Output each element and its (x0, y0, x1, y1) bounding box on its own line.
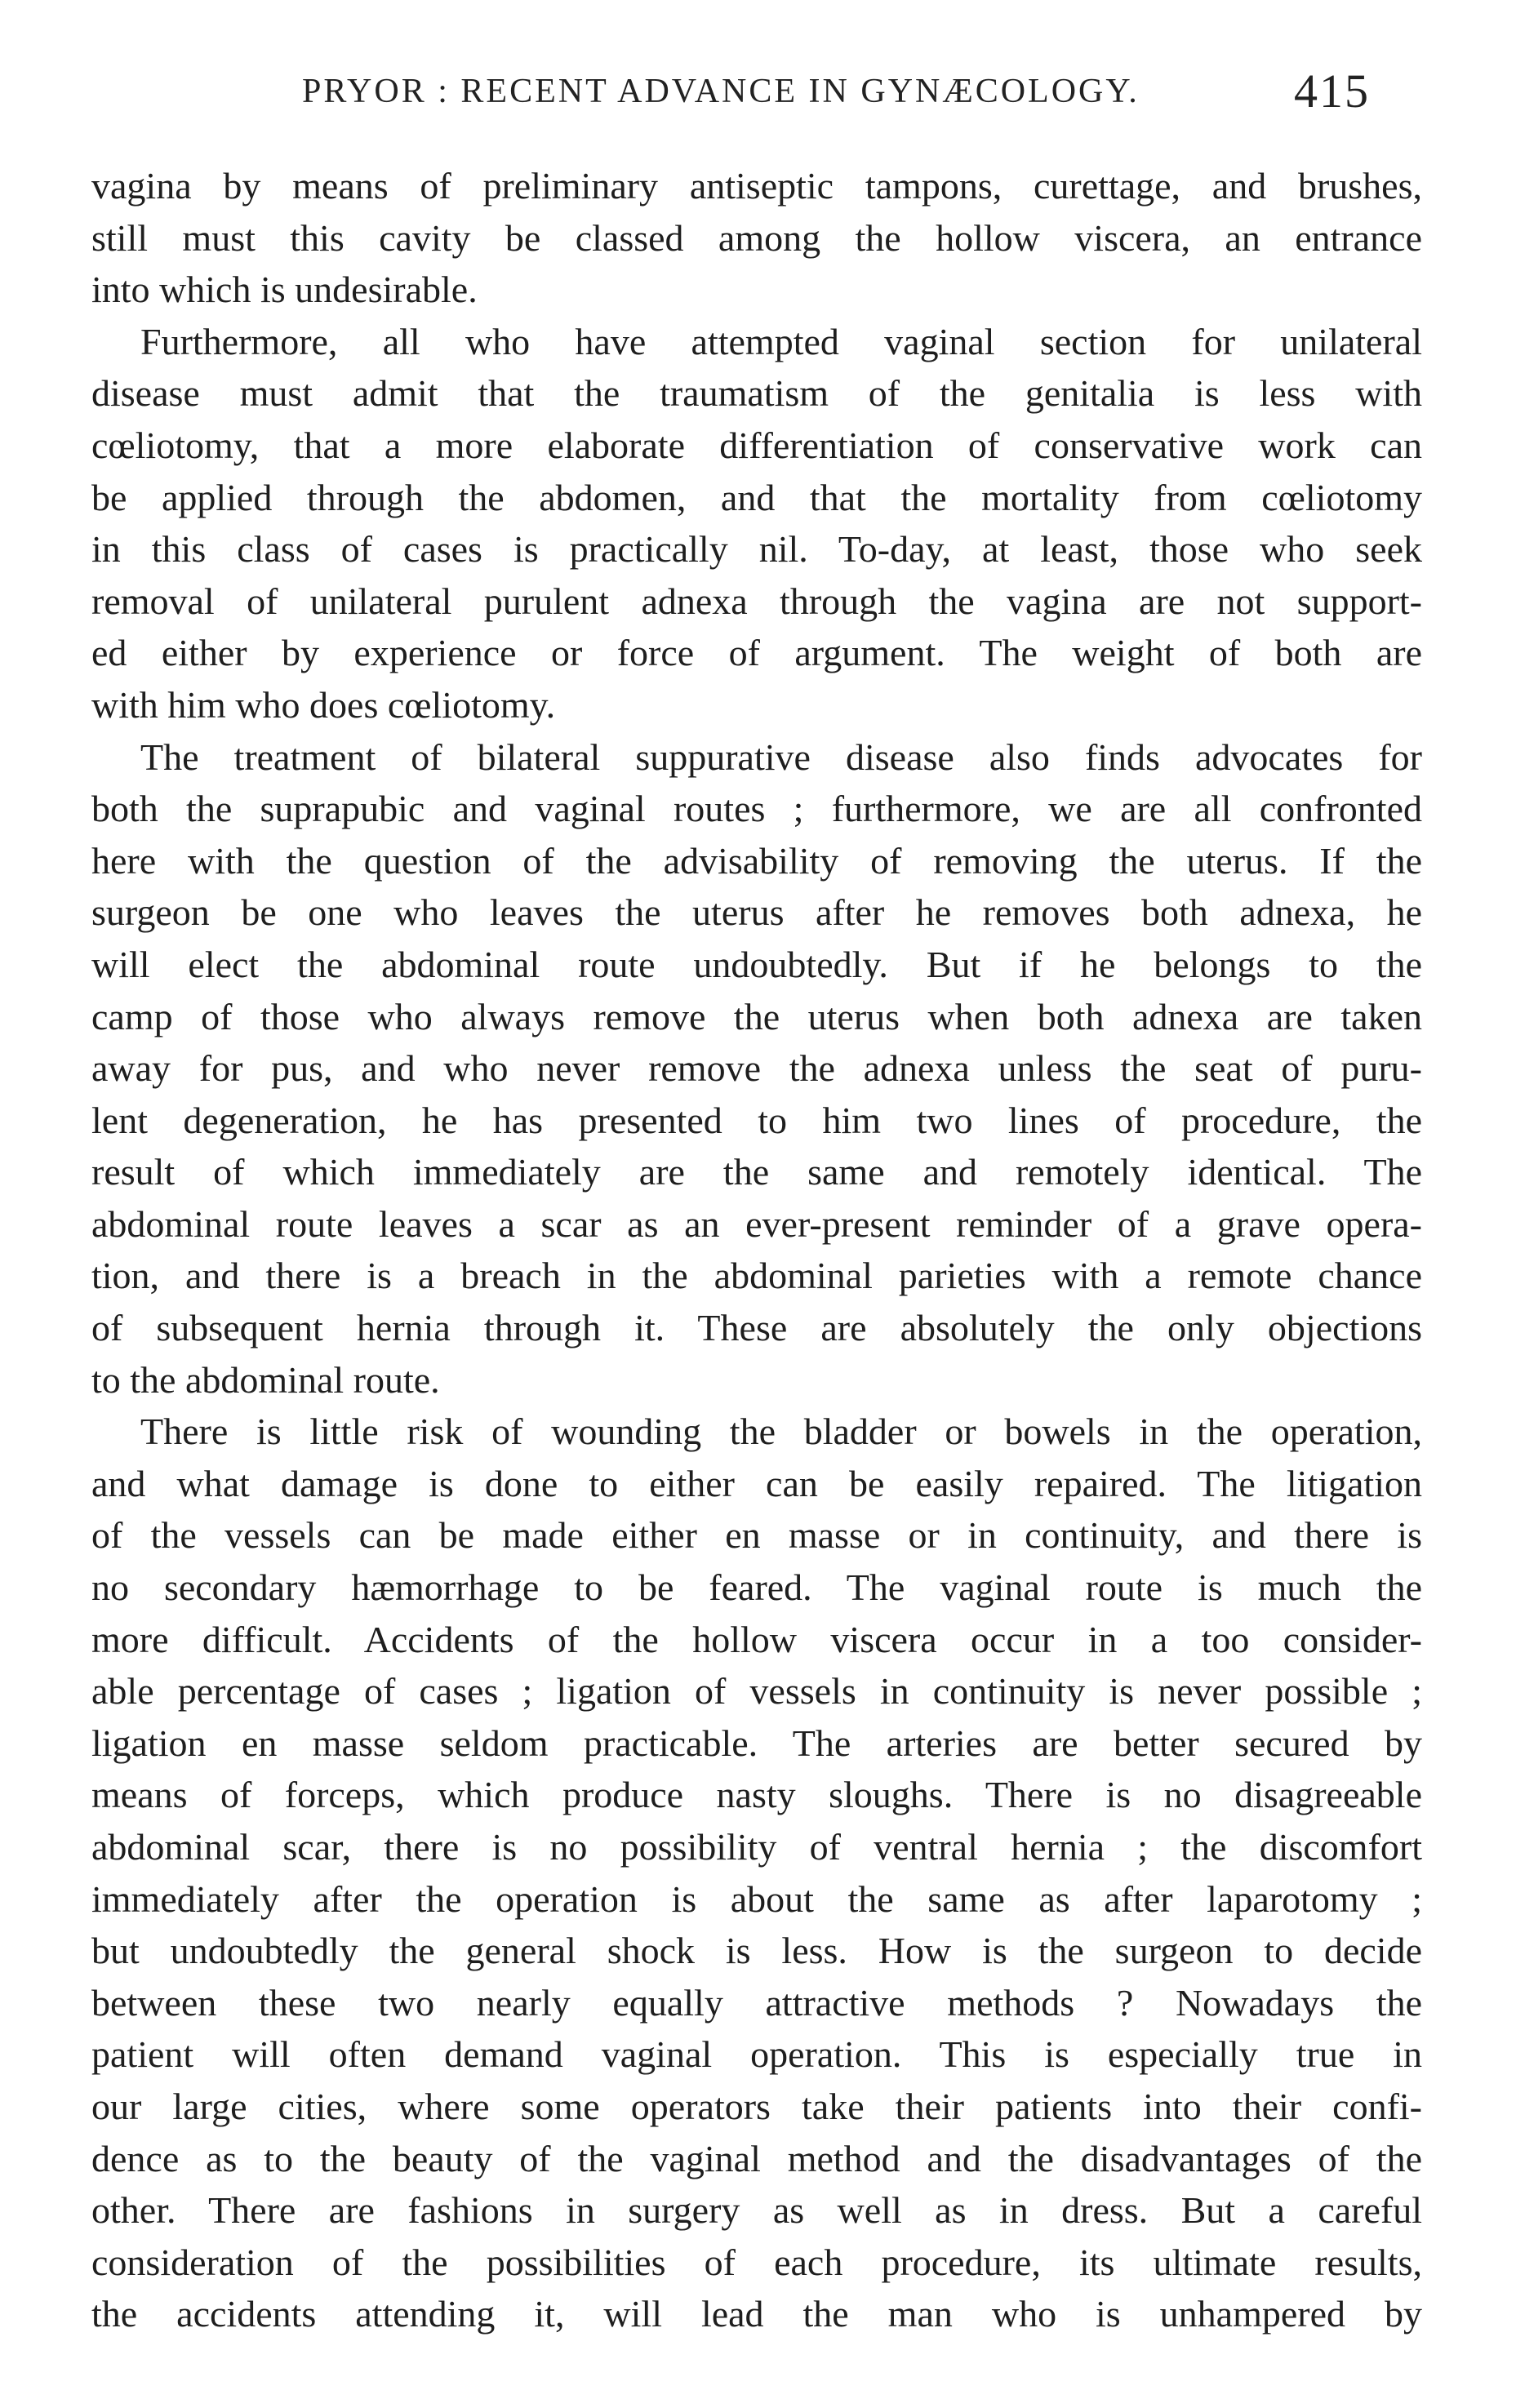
text-line: away for pus, and who never remove the adnexa unless the seat of puru- (91, 1047, 1422, 1090)
text-line: of subsequent hernia through it. These are absolutely the only objections (91, 1307, 1422, 1349)
text-line: camp of those who always remove the uterus when both adnexa are taken (91, 995, 1422, 1037)
text-line: abdominal scar, there is no possibility of ventral hernia ; the discomfort (91, 1826, 1422, 1868)
text-line: and what damage is done to either can be easily repaired. The litigation (91, 1462, 1422, 1504)
paragraph-start-line: There is little risk of wounding the bladder or bowels in the operation, (140, 1411, 1422, 1453)
body-text (91, 160, 1422, 2340)
text-line: our large cities, where some operators take their patients into their confi- (91, 2085, 1422, 2127)
text-line: disease must admit that the traumatism of the genitalia is less with (91, 372, 1422, 415)
text-line: more difficult. Accidents of the hollow viscera occur in a too consider- (91, 1618, 1422, 1660)
paragraph-start-line: The treatment of bilateral suppurative disease also finds advocates for (140, 735, 1422, 778)
text-line: removal of unilateral purulent adnexa through the vagina are not support- (91, 580, 1422, 622)
text-line: cœliotomy, that a more elaborate differentiation of conservative work can (91, 424, 1422, 466)
text-line: patient will often demand vaginal operation. This is especially true in (91, 2033, 1422, 2076)
text-line: to the abdominal route. (91, 1358, 440, 1401)
text-line: vagina by means of preliminary antiseptic tampons, curettage, and brushes, (91, 165, 1422, 207)
text-line: between these two nearly equally attractive methods ? Nowadays the (91, 1981, 1422, 2024)
text-line: but undoubtedly the general shock is less. How is the surgeon to decide (91, 1930, 1422, 1972)
text-line: ed either by experience or force of argument. The weight of both are (91, 632, 1422, 674)
text-line: ligation en masse seldom practicable. The arteries are better secured by (91, 1722, 1422, 1764)
text-line: abdominal route leaves a scar as an ever-present reminder of a grave opera- (91, 1202, 1422, 1245)
text-line: with him who does cœliotomy. (91, 683, 556, 726)
text-line: other. There are fashions in surgery as well as in dress. But a careful (91, 2189, 1422, 2232)
text-line: lent degeneration, he has presented to him two lines of procedure, the (91, 1099, 1422, 1141)
text-line: dence as to the beauty of the vaginal method and the disadvantages of the (91, 2137, 1422, 2179)
text-line: into which is undesirable. (91, 269, 478, 311)
text-line: of the vessels can be made either en masse or in continuity, and there is (91, 1514, 1422, 1557)
text-line: no secondary hæmorrhage to be feared. The vaginal route is much the (91, 1566, 1422, 1609)
text-line: both the suprapubic and vaginal routes ; furthermore, we are all confronted (91, 788, 1422, 830)
text-line: in this class of cases is practically nil. To-day, at least, those who seek (91, 528, 1422, 571)
text-line: surgeon be one who leaves the uterus after he removes both adnexa, he (91, 891, 1422, 934)
running-header-title: PRYOR : RECENT ADVANCE IN GYNÆCOLOGY. (302, 73, 1140, 110)
text-line: tion, and there is a breach in the abdominal parieties with a remote chance (91, 1255, 1422, 1297)
text-line: immediately after the operation is about the same as after laparotomy ; (91, 1877, 1422, 1920)
text-line: means of forceps, which produce nasty sloughs. There is no disagreeable (91, 1774, 1422, 1816)
text-line: the accidents attending it, will lead the man who is unhampered by (91, 2293, 1422, 2335)
text-line: will elect the abdominal route undoubtedly. But if he belongs to the (91, 943, 1422, 985)
text-line: still must this cavity be classed among the hollow viscera, an entrance (91, 216, 1422, 259)
text-line: here with the question of the advisability of removing the uterus. If the (91, 839, 1422, 882)
text-line: result of which immediately are the same and remotely identical. The (91, 1151, 1422, 1193)
text-line: able percentage of cases ; ligation of vessels in continuity is never possible ; (91, 1670, 1422, 1713)
page-number: 415 (1294, 64, 1370, 118)
paragraph-start-line: Furthermore, all who have attempted vaginal section for unilateral (140, 320, 1422, 362)
text-line: consideration of the possibilities of each procedure, its ultimate results, (91, 2241, 1422, 2283)
text-line: be applied through the abdomen, and that the mortality from cœliotomy (91, 476, 1422, 518)
